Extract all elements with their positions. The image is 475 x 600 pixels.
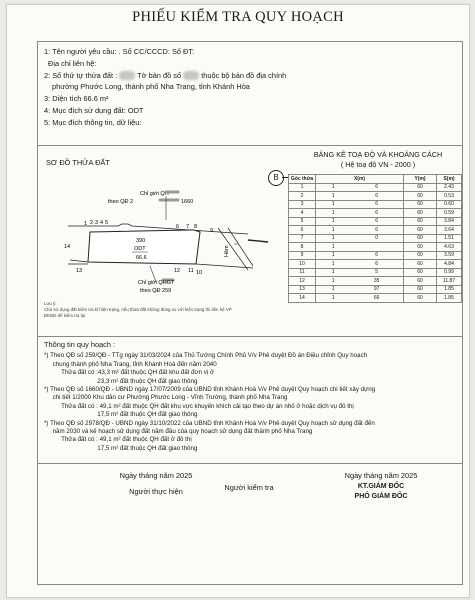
- table-row: [289, 192, 462, 201]
- vertex-10: 10: [196, 270, 203, 276]
- diagram-note: [44, 301, 244, 319]
- planning-line: năm 2030 và kế hoạch sử dụng đất năm đầu của quy hoạch sử dụng đất thành phố Nha Trang: [44, 428, 313, 436]
- table-cell: 60: [404, 217, 437, 226]
- area-line: 3: Diện tích 66.6 m²: [44, 94, 109, 104]
- planning-line: *) Theo QĐ số 1660/QĐ - UBND ngày 17/07/2009 của UBND tỉnh Khánh Hoà V/v Phê duyệt Quy hoạch chi tiết xây dựng: [44, 386, 376, 394]
- director-title-1: KT.GIÁM ĐỐC: [357, 483, 405, 490]
- table-cell: 9: [289, 251, 316, 260]
- table-cell: 1: [316, 226, 351, 235]
- signature-section: [38, 464, 462, 584]
- cadastral-set-label: thuộc bộ bản đồ địa chính: [201, 70, 287, 80]
- parcel-number: 390: [136, 238, 146, 244]
- table-cell: 1.51: [437, 234, 462, 243]
- vertex-5: 5: [105, 220, 109, 226]
- table-cell: 3.64: [437, 226, 462, 235]
- table-cell: 1: [316, 277, 351, 286]
- applicant-section: [38, 42, 462, 146]
- top-boundary-number: 1660: [181, 199, 194, 205]
- table-cell: 6: [350, 192, 403, 201]
- table-cell: 6: [350, 260, 403, 269]
- table-cell: 60: [404, 234, 437, 243]
- checker-role: Người kiểm tra: [224, 483, 274, 492]
- table-cell: 0.99: [437, 268, 462, 277]
- table-cell: 12: [289, 277, 316, 286]
- vertex-9: 9: [210, 228, 214, 234]
- planning-header: Thông tin quy hoạch :: [44, 340, 116, 349]
- table-cell: 1: [316, 183, 351, 192]
- coordinates-table: [288, 174, 462, 303]
- table-row: [289, 251, 462, 260]
- table-cell: 60: [404, 285, 437, 294]
- table-cell: 6: [350, 209, 403, 218]
- table-cell: 1: [316, 200, 351, 209]
- note-body: Chủ sử dụng đất kiểm tra kĩ hiện trạng, nếu thửa đất không đúng so với hiện trạng thì liên hệ VP ĐKĐĐ để kiểm tra lại: [44, 307, 232, 318]
- planning-line: 17,5 m² đất thuộc QH đất giao thông: [44, 444, 198, 452]
- parcel-number-line: [44, 70, 462, 82]
- redacted-value: [183, 71, 199, 80]
- planning-line: *) Theo QĐ số 259/QĐ - TTg ngày 31/03/2024 của Thủ Tướng Chính Phủ V/v Phê duyệt Đồ án Điều chỉnh Quy hoạch: [44, 352, 368, 360]
- vertex-4: 4: [100, 220, 104, 226]
- planning-line: chi tiết 1/2000 Khu dân cư Phường Phước Long - Vĩnh Trường, thành phố Nha Trang: [44, 394, 288, 402]
- note-title: Lưu ý:: [44, 301, 57, 306]
- table-row: [289, 268, 462, 277]
- diagram-title: SƠ ĐỒ THỬA ĐẤT: [46, 158, 110, 167]
- table-row: [289, 200, 462, 209]
- compass-marker: B: [268, 170, 284, 186]
- table-cell: 5: [350, 268, 403, 277]
- ward-line: phường Phước Long, thành phố Nha Trang, tỉnh Khánh Hòa: [52, 82, 250, 92]
- planning-line: chung thành phố Nha Trang, tỉnh Khánh Hoà đến năm 2040: [44, 360, 217, 368]
- vertex-1: 1: [84, 221, 88, 227]
- table-cell: 6: [350, 200, 403, 209]
- table-cell: 60: [404, 183, 437, 192]
- applicant-name-line: 1: Tên người yêu cầu: . Số CC/CCCD: Số ĐT:: [44, 47, 195, 56]
- table-cell: 1: [316, 251, 351, 260]
- director-title-2: PHÓ GIÁM ĐỐC: [354, 493, 408, 500]
- document-title: PHIẾU KIỂM TRA QUY HOẠCH: [132, 9, 344, 25]
- table-cell: 60: [404, 243, 437, 252]
- table-cell: 35: [350, 277, 403, 286]
- table-cell: 1.85: [437, 294, 462, 303]
- table-row: [289, 234, 462, 243]
- coords-title: BẢNG KÊ TOẠ ĐỘ VÀ KHOẢNG CÁCH: [313, 150, 443, 159]
- purpose-line: 5: Mục đích thông tin, dữ liệu:: [44, 117, 142, 127]
- diagram-section: [38, 146, 462, 337]
- table-cell: 1.85: [437, 285, 462, 294]
- table-cell: 1: [316, 192, 351, 201]
- planning-boundary-bottom: [138, 266, 175, 294]
- vertex-2: 2: [90, 220, 94, 226]
- planning-boundary-top: [108, 190, 193, 220]
- table-cell: 13: [289, 285, 316, 294]
- table-cell: 11.87: [437, 277, 462, 286]
- table-cell: 0.53: [437, 192, 462, 201]
- table-cell: 60: [404, 200, 437, 209]
- vertex-8: 8: [194, 224, 198, 230]
- table-row: [289, 243, 462, 252]
- header-cell: S(m): [437, 175, 462, 184]
- planning-info-section: [38, 336, 462, 464]
- vertex-13: 13: [76, 268, 83, 274]
- document-page: [6, 4, 470, 598]
- parcel-type: ODT: [134, 246, 146, 252]
- table-cell: 1: [316, 294, 351, 303]
- table-row: [289, 285, 462, 294]
- table-cell: 6: [289, 226, 316, 235]
- table-cell: 60: [404, 226, 437, 235]
- planning-line: 23,3 m² đất thuộc QH đất giao thông: [44, 377, 198, 385]
- vertex-12: 12: [174, 268, 181, 274]
- preparer-role: Người thực hiện: [129, 487, 183, 496]
- planning-line: Thửa đất có :43,3 m² đất thuộc QH đất khu đất đơn vị ở: [44, 369, 215, 377]
- vertex-14: 14: [64, 244, 71, 250]
- top-boundary-label: Chỉ giới QH: [140, 191, 169, 197]
- contact-address-line: Địa chỉ liên hệ:: [48, 58, 97, 68]
- table-row: [289, 294, 462, 303]
- vertex-3: 3: [95, 220, 99, 226]
- land-use-line: 4: Mục đích sử dụng đất: ODT: [44, 105, 144, 115]
- table-cell: 60: [404, 277, 437, 286]
- vertex-7: 7: [186, 224, 190, 230]
- table-cell: 0.60: [437, 200, 462, 209]
- table-cell: 6: [350, 183, 403, 192]
- planning-line: Thửa đất có : 49,1 m² đất thuộc QH đất ở đô thị: [44, 436, 192, 444]
- table-cell: 60: [404, 294, 437, 303]
- table-cell: 10: [289, 260, 316, 269]
- table-cell: 4.84: [437, 260, 462, 269]
- planning-line: Thửa đất có : 49,1 m² đất thuộc QH đất khu vực khuyến khích cải tạo theo dự án nhỏ ở hoặc dịch vụ đô thị: [44, 402, 354, 410]
- table-row: [289, 260, 462, 269]
- table-row: [289, 226, 462, 235]
- planning-line: *) Theo QĐ số 2978/QĐ - UBND ngày 31/10/2022 của UBND tỉnh Khánh Hoà V/v Phê duyệt Quy hoạch sử dụng đất đến: [44, 419, 375, 427]
- neighbor-parcel-edge: [248, 240, 268, 242]
- parcel-number-label: 2: Số thứ tự thửa đất :: [44, 70, 118, 80]
- bottom-boundary-label: Chỉ giới QHGT: [138, 280, 175, 286]
- table-cell: 8: [289, 243, 316, 252]
- alley-label: Hẻm: [224, 245, 230, 257]
- form-frame: [37, 41, 463, 585]
- table-cell: 7: [289, 234, 316, 243]
- planning-line: 17,5 m² đất thuộc QH đất giao thông: [44, 411, 198, 419]
- header-cell: X(m): [316, 175, 404, 184]
- bottom-boundary-label-2: theo QĐ 259: [140, 288, 172, 294]
- table-cell: 60: [404, 192, 437, 201]
- table-cell: 3.84: [437, 217, 462, 226]
- table-cell: 1: [316, 243, 351, 252]
- table-cell: 2: [289, 192, 316, 201]
- table-cell: 1: [316, 234, 351, 243]
- table-cell: 4: [289, 209, 316, 218]
- parcel-diagram: [48, 182, 278, 302]
- top-boundary-label-2: theo QĐ 2: [108, 199, 134, 205]
- header-cell: Y(m): [404, 175, 437, 184]
- alley-edge-1: [218, 228, 248, 270]
- redacted-value: [119, 71, 135, 80]
- table-cell: 1: [316, 260, 351, 269]
- table-cell: 5: [289, 217, 316, 226]
- planning-lines: [44, 352, 462, 453]
- vertex-11: 11: [188, 268, 194, 274]
- table-cell: 3.59: [437, 251, 462, 260]
- table-cell: 60: [404, 251, 437, 260]
- table-cell: 3: [289, 200, 316, 209]
- header-cell: Góc thửa: [289, 175, 316, 184]
- table-row: [289, 217, 462, 226]
- coords-subtitle: ( Hệ toạ độ VN - 2000 ): [340, 160, 416, 169]
- coordinates-body: [289, 183, 462, 302]
- signature-checker: [204, 482, 294, 494]
- coords-table-title: [294, 150, 462, 170]
- table-cell: 1: [289, 183, 316, 192]
- preparer-date: Ngày tháng năm 2025: [119, 471, 193, 480]
- table-cell: 0: [350, 234, 403, 243]
- map-sheet-label: Tờ bản đồ số: [137, 70, 182, 80]
- vertex-6: 6: [176, 224, 180, 230]
- table-cell: 1: [316, 217, 351, 226]
- table-cell: 0.59: [437, 209, 462, 218]
- table-cell: 1: [316, 285, 351, 294]
- table-cell: 14: [289, 294, 316, 303]
- signature-director: [316, 470, 446, 502]
- table-row: [289, 277, 462, 286]
- table-cell: 66: [350, 294, 403, 303]
- lower-left-edge-2: [70, 260, 88, 262]
- table-cell: 1: [316, 268, 351, 277]
- parcel-area: 66.6: [136, 255, 147, 261]
- table-cell: 6: [350, 217, 403, 226]
- table-cell: 2.43: [437, 183, 462, 192]
- table-cell: 6: [350, 226, 403, 235]
- table-row: [289, 209, 462, 218]
- director-date: Ngày tháng năm 2025: [344, 471, 418, 480]
- table-cell: 4.63: [437, 243, 462, 252]
- table-cell: 1: [316, 209, 351, 218]
- table-header-row: [289, 175, 462, 184]
- table-cell: 60: [404, 268, 437, 277]
- table-cell: 6: [350, 251, 403, 260]
- table-cell: 60: [404, 209, 437, 218]
- signature-preparer: [96, 470, 216, 498]
- table-cell: [350, 243, 403, 252]
- table-row: [289, 183, 462, 192]
- table-cell: 11: [289, 268, 316, 277]
- table-cell: 60: [404, 260, 437, 269]
- table-cell: 97: [350, 285, 403, 294]
